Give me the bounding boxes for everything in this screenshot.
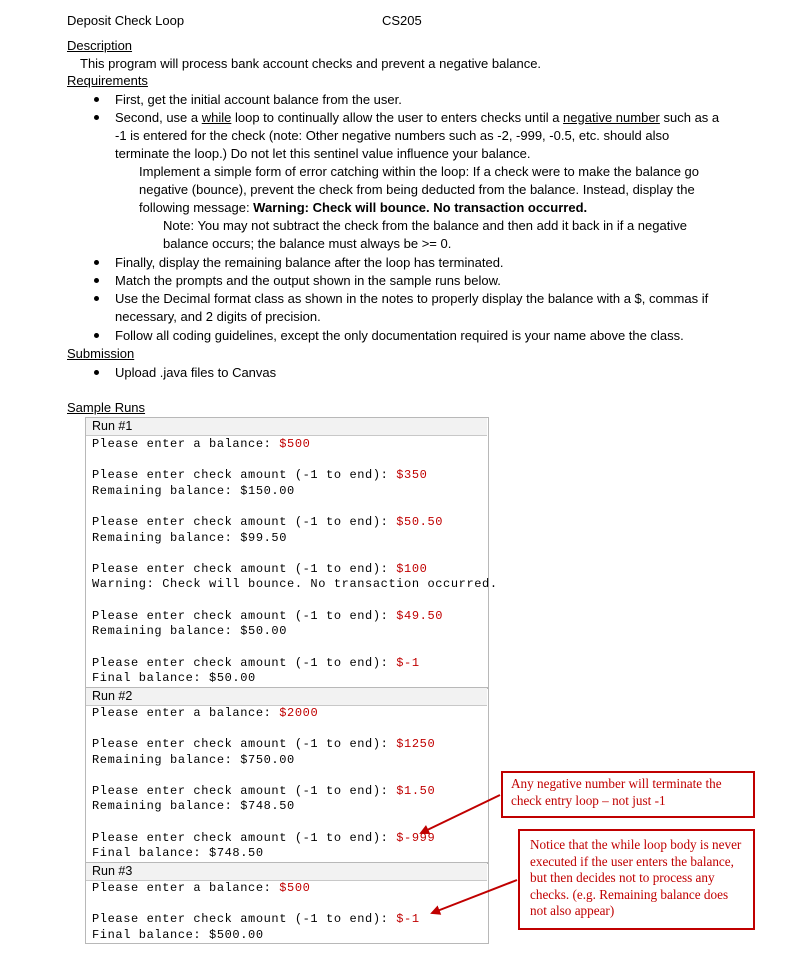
requirement-3: Finally, display the remaining balance after the loop has terminated. xyxy=(115,255,504,270)
while-keyword: while xyxy=(201,110,232,125)
requirement-5-line-1: Use the Decimal format class as shown in the notes to properly display the balance with a $, commas if xyxy=(115,291,709,306)
sub-requirement-2-line-2: balance occurs; the balance must always be >= 0. xyxy=(163,236,452,251)
submission-item: Upload .java files to Canvas xyxy=(115,365,277,380)
requirement-5-line-2: necessary, and 2 digits of precision. xyxy=(115,309,321,324)
description-heading: Description xyxy=(67,38,133,53)
console-line: Please enter check amount (-1 to end): $1250 xyxy=(92,737,436,751)
console-line: Please enter check amount (-1 to end): $100 xyxy=(92,562,428,576)
callout-negative-terminates: Any negative number will terminate the check entry loop – not just -1 xyxy=(501,771,755,818)
warning-message: Warning: Check will bounce. No transaction occurred. xyxy=(253,200,588,215)
console-line: Remaining balance: $750.00 xyxy=(92,753,295,767)
arrow-to-run-2-neg999 xyxy=(421,795,500,833)
sample-runs-heading: Sample Runs xyxy=(67,400,146,415)
run-2-header: Run #2 xyxy=(86,688,487,706)
run-3-header: Run #3 xyxy=(86,863,487,881)
console-line: Warning: Check will bounce. No transaction occurred. xyxy=(92,577,498,591)
console-line: Please enter a balance: $2000 xyxy=(92,706,319,720)
console-line: Please enter check amount (-1 to end): $50.50 xyxy=(92,515,444,529)
course-code: CS205 xyxy=(382,13,422,28)
console-line: Final balance: $50.00 xyxy=(92,671,256,685)
console-line: Remaining balance: $748.50 xyxy=(92,799,295,813)
arrow-to-run-3-neg1 xyxy=(432,880,517,913)
requirement-2-line-1: Second, use a while loop to continually allow the user to enters checks until a negative number such as a xyxy=(115,110,720,125)
requirement-2-line-3: terminate the loop.) Do not let this sentinel value influence your balance. xyxy=(115,146,531,161)
console-line: Please enter check amount (-1 to end): $350 xyxy=(92,468,428,482)
sub-requirement-1-line-3: following message: Warning: Check will bounce. No transaction occurred. xyxy=(139,200,588,215)
console-line: Final balance: $500.00 xyxy=(92,928,264,942)
console-line: Please enter a balance: $500 xyxy=(92,437,311,451)
sub-requirement-1-line-1: Implement a simple form of error catching within the loop: If a check were to make the balance go xyxy=(139,164,699,179)
console-line: Final balance: $748.50 xyxy=(92,846,264,860)
console-line: Please enter check amount (-1 to end): $-999 xyxy=(92,831,436,845)
negative-number-term: negative number xyxy=(563,110,660,125)
sub-requirement-2-line-1: Note: You may not subtract the check from the balance and then add it back in if a negative xyxy=(163,218,687,233)
requirement-4: Match the prompts and the output shown in the sample runs below. xyxy=(115,273,501,288)
console-line: Remaining balance: $99.50 xyxy=(92,531,288,545)
requirement-1: First, get the initial account balance from the user. xyxy=(115,92,402,107)
requirement-2-line-2: -1 is entered for the check (note: Other negative numbers such as -2, -999, -0.5, etc. should also xyxy=(115,128,670,143)
console-line: Please enter check amount (-1 to end): $-1 xyxy=(92,912,420,926)
requirement-6: Follow all coding guidelines, except the only documentation required is your name above the class. xyxy=(115,328,684,343)
console-line: Please enter a balance: $500 xyxy=(92,881,311,895)
run-1-header: Run #1 xyxy=(86,418,487,436)
sub-requirement-1-line-2: negative (bounce), prevent the check from being deducted from the balance. Instead, display the xyxy=(139,182,695,197)
console-line: Please enter check amount (-1 to end): $1.50 xyxy=(92,784,436,798)
description-text: This program will process bank account checks and prevent a negative balance. xyxy=(80,56,542,71)
submission-heading: Submission xyxy=(67,346,135,361)
console-line: Remaining balance: $50.00 xyxy=(92,624,288,638)
requirements-heading: Requirements xyxy=(67,73,148,88)
document-title: Deposit Check Loop xyxy=(67,13,185,28)
console-line: Please enter check amount (-1 to end): $49.50 xyxy=(92,609,444,623)
callout-loop-body: Notice that the while loop body is never executed if the user enters the balance, but then decides not to process any checks. (e.g. Remaining balance does not also appear) xyxy=(518,829,755,930)
console-line: Remaining balance: $150.00 xyxy=(92,484,295,498)
console-line: Please enter check amount (-1 to end): $-1 xyxy=(92,656,420,670)
